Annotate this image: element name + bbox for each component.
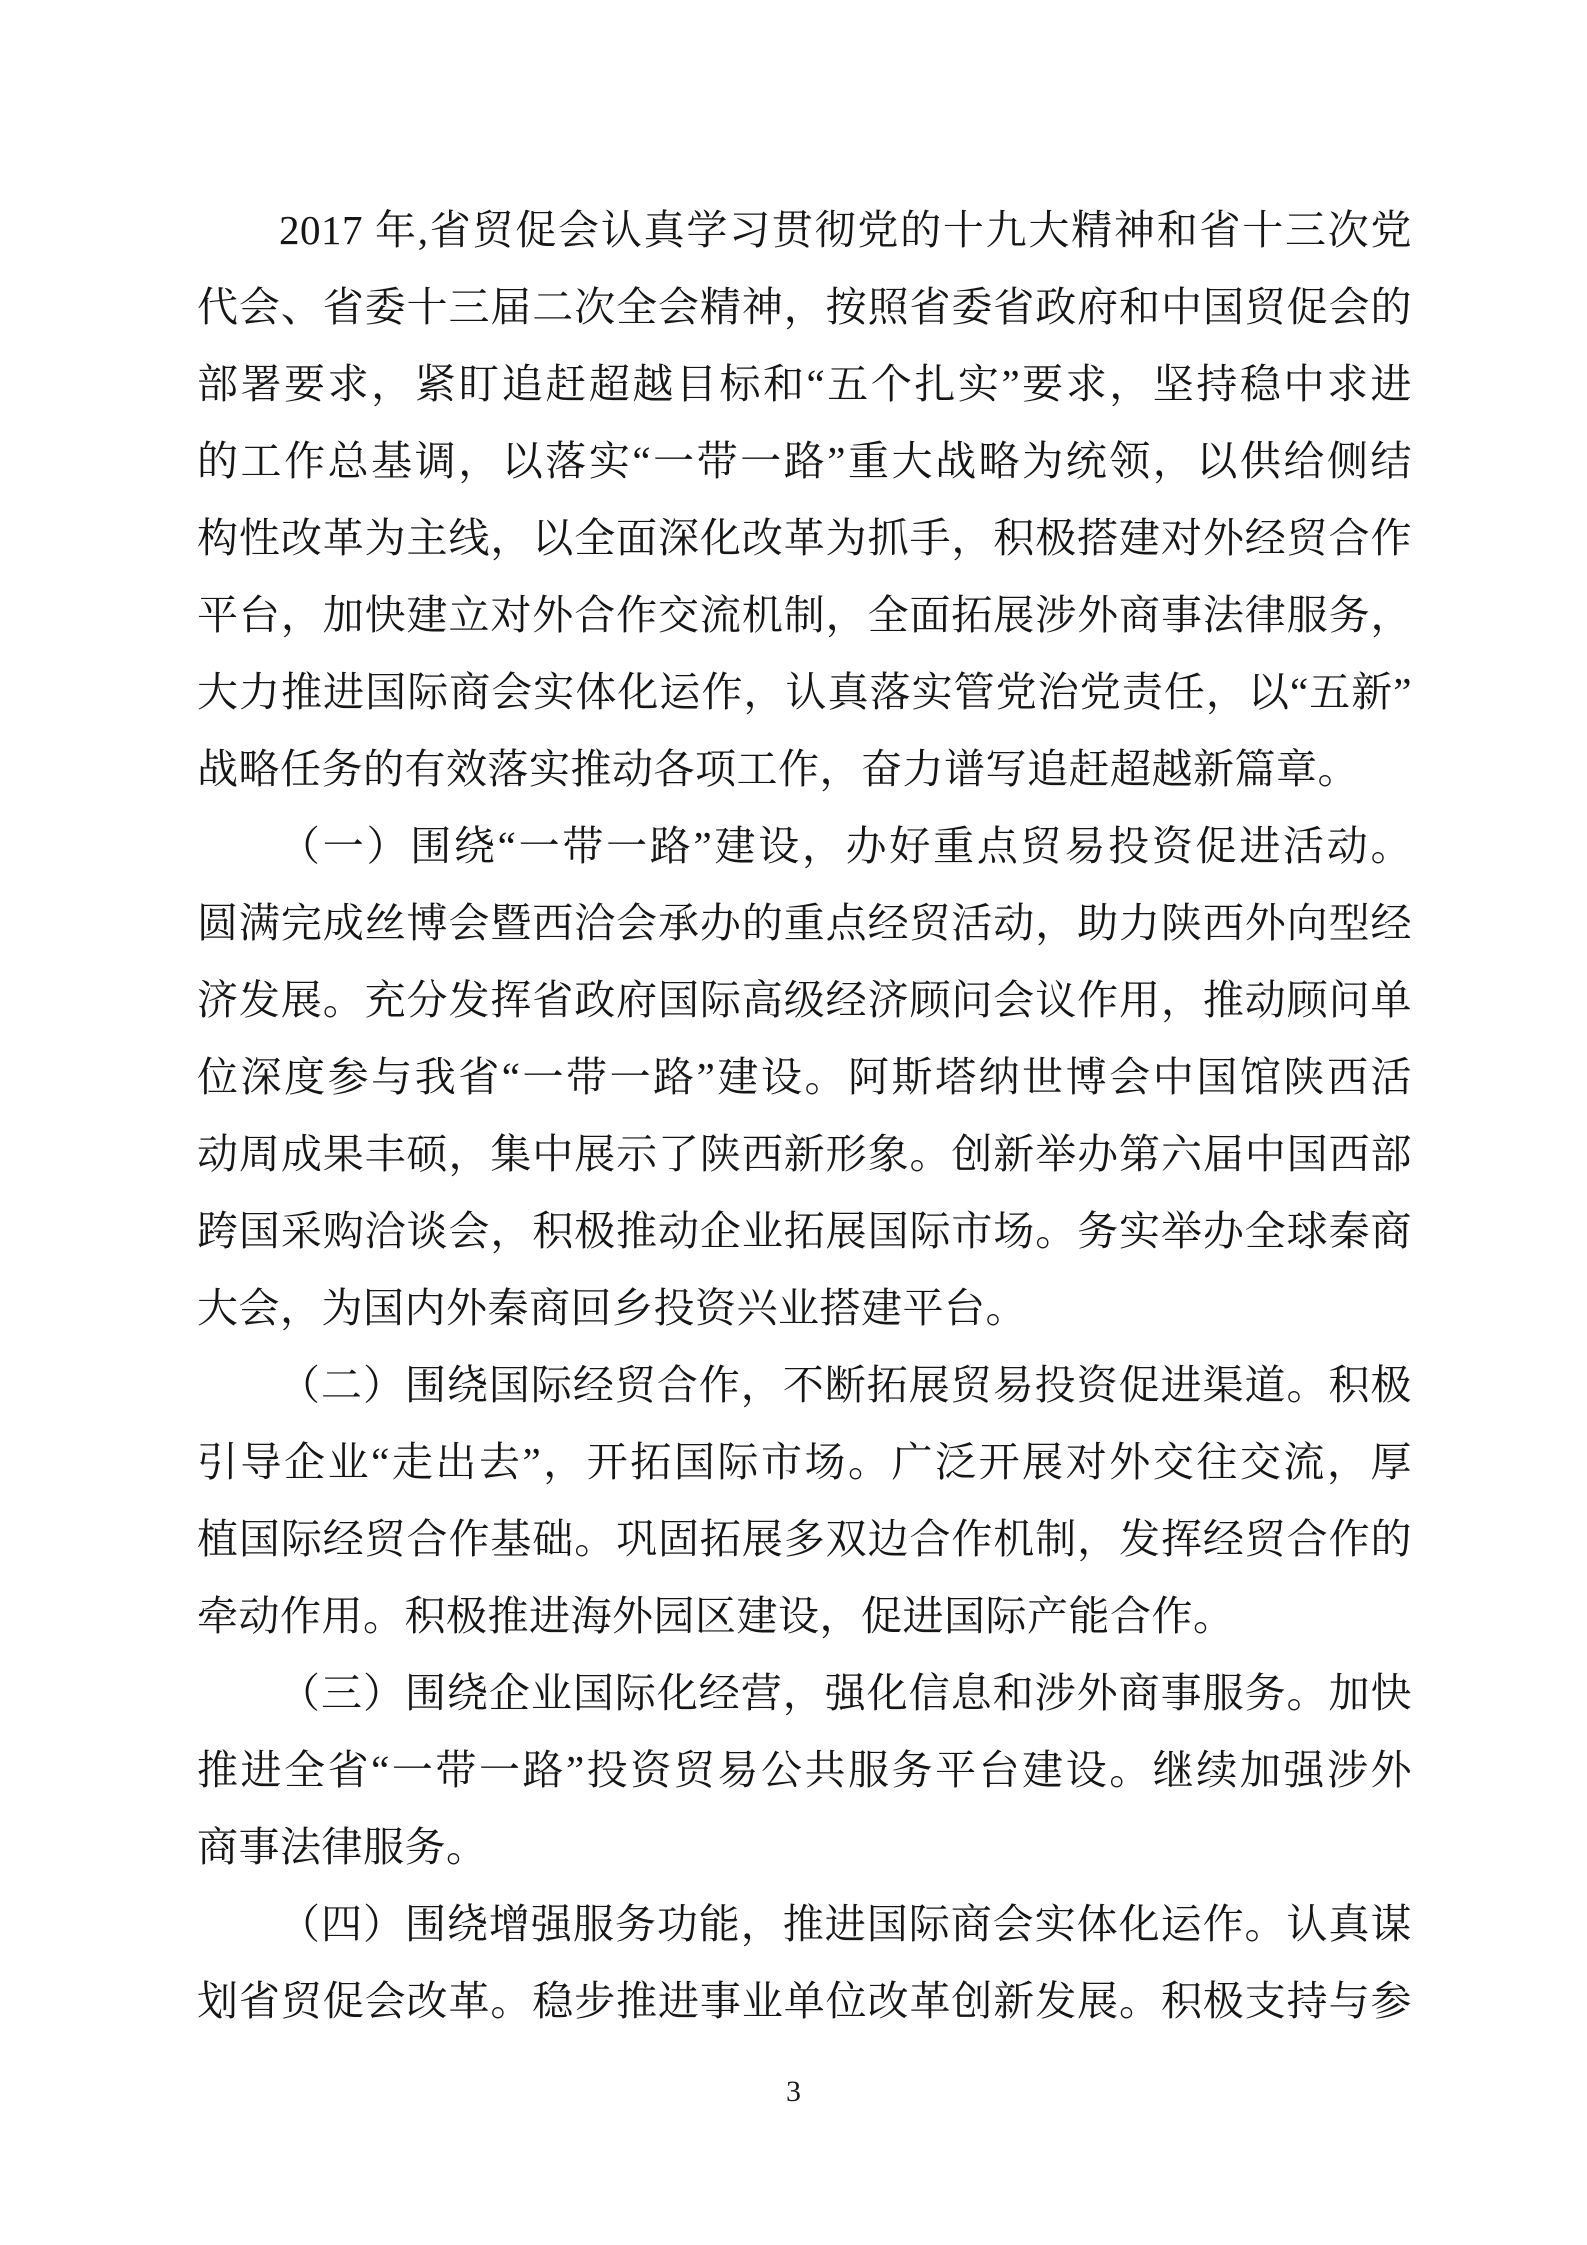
- text-line: 平台，加快建立对外合作交流机制，全面拓展涉外商事法律服务，: [197, 592, 1412, 638]
- text-line: 圆满完成丝博会暨西洽会承办的重点经贸活动，助力陕西外向型经: [197, 900, 1412, 946]
- text-line: 牵动作用。积极推进海外园区建设，促进国际产能合作。: [197, 1593, 1235, 1639]
- text-line: 位深度参与我省“一带一路”建设。阿斯塔纳世博会中国馆陕西活: [197, 1054, 1412, 1100]
- page-number: 3: [786, 2075, 801, 2108]
- text-line: 的工作总基调，以落实“一带一路”重大战略为统领，以供给侧结: [197, 438, 1412, 484]
- text-line: 构性改革为主线，以全面深化改革为抓手，积极搭建对外经贸合作: [197, 515, 1412, 561]
- text-line: 大力推进国际商会实体化运作，认真落实管党治党责任，以“五新”: [197, 669, 1412, 715]
- text-line: 推进全省“一带一路”投资贸易公共服务平台建设。继续加强涉外: [197, 1747, 1412, 1793]
- text-line: 大会，为国内外秦商回乡投资兴业搭建平台。: [197, 1285, 1027, 1331]
- text-line: 2017 年,省贸促会认真学习贯彻党的十九大精神和省十三次党: [279, 207, 1412, 253]
- text-line: 引导企业“走出去”，开拓国际市场。广泛开展对外交往交流，厚: [197, 1439, 1412, 1485]
- text-line: 代会、省委十三届二次全会精神，按照省委省政府和中国贸促会的: [197, 284, 1412, 330]
- document-body: [197, 192, 1412, 2040]
- text-line: 部署要求，紧盯追赶超越目标和“五个扎实”要求，坚持稳中求进: [197, 361, 1412, 407]
- text-line: 植国际经贸合作基础。巩固拓展多双边合作机制，发挥经贸合作的: [197, 1516, 1412, 1562]
- text-line: 划省贸促会改革。稳步推进事业单位改革创新发展。积极支持与参: [197, 1978, 1412, 2024]
- text-line: 商事法律服务。: [197, 1824, 488, 1870]
- text-line: 跨国采购洽谈会，积极推动企业拓展国际市场。务实举办全球秦商: [197, 1208, 1412, 1254]
- text-line: 济发展。充分发挥省政府国际高级经济顾问会议作用，推动顾问单: [197, 977, 1412, 1023]
- text-line: （二）围绕国际经贸合作，不断拓展贸易投资促进渠道。积极: [279, 1362, 1412, 1408]
- text-line: 动周成果丰硕，集中展示了陕西新形象。创新举办第六届中国西部: [197, 1131, 1412, 1177]
- text-line: （一）围绕“一带一路”建设，办好重点贸易投资促进活动。: [279, 823, 1412, 869]
- text-line: 战略任务的有效落实推动各项工作，奋力谱写追赶超越新篇章。: [197, 746, 1359, 792]
- text-line: （四）围绕增强服务功能，推进国际商会实体化运作。认真谋: [279, 1901, 1412, 1947]
- text-line: （三）围绕企业国际化经营，强化信息和涉外商事服务。加快: [279, 1670, 1412, 1716]
